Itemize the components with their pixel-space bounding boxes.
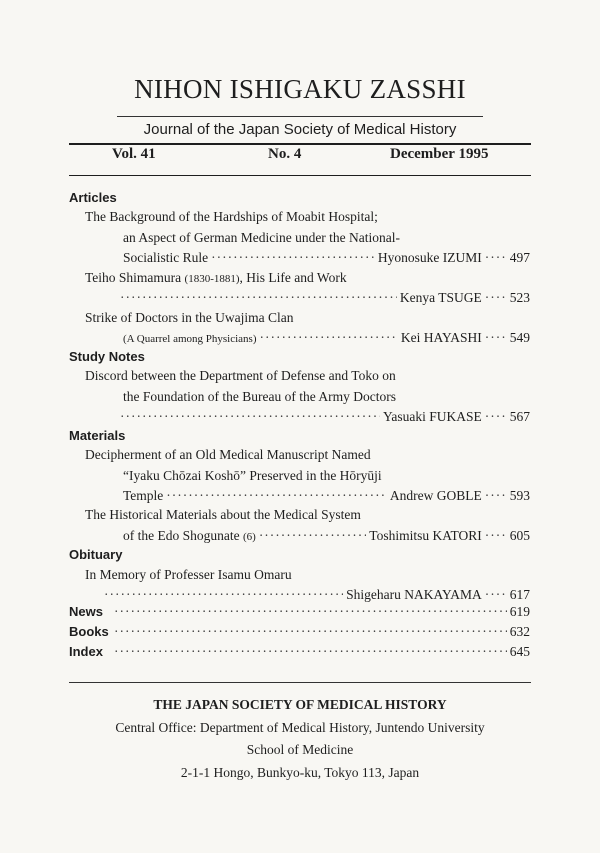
dot-leader <box>114 644 507 660</box>
section-study-notes: Study Notes <box>69 349 145 364</box>
toc-entry[interactable] <box>123 250 530 266</box>
dot-leader <box>259 528 366 544</box>
entry-title: The Background of the Hardships of Moabit Hospital; <box>85 209 378 224</box>
toc-entry-news[interactable] <box>69 604 530 620</box>
entry-author: Toshimitsu KATORI <box>369 528 482 543</box>
entry-page: 593 <box>509 488 530 503</box>
entry-page: 605 <box>509 528 530 543</box>
dot-leader <box>120 409 380 425</box>
entry-title: Decipherment of an Old Medical Manuscript Named <box>85 447 371 462</box>
address-line: Central Office: Department of Medical History, Juntendo University <box>115 720 485 735</box>
toc-entry[interactable] <box>104 587 530 603</box>
entry-title: “Iyaku Chōzai Koshō” Preserved in the Hōryūji <box>123 468 382 483</box>
dot-leader <box>166 488 387 504</box>
entry-title: (A Quarrel among Physicians) <box>123 333 257 345</box>
section-articles: Articles <box>69 190 117 205</box>
entry-title: of the Edo Shogunate <box>123 528 240 543</box>
entry-title-years: (1830-1881) <box>184 273 240 285</box>
dot-leader <box>485 528 507 544</box>
section-index: Index <box>69 644 103 659</box>
section-materials: Materials <box>69 428 126 443</box>
toc-entry-line <box>123 468 382 484</box>
entry-author: Hyonosuke IZUMI <box>377 250 482 265</box>
toc-entry-line <box>123 230 400 246</box>
entry-title: Temple <box>123 488 164 503</box>
issue-bottom-rule <box>69 175 531 176</box>
section-obituary: Obituary <box>69 547 123 562</box>
footer-rule <box>69 682 531 683</box>
toc-entry-line <box>123 389 396 405</box>
dot-leader <box>485 488 507 504</box>
issue-date: December 1995 <box>390 146 489 162</box>
toc-entry-line <box>85 310 293 326</box>
toc-entry-line <box>85 368 396 384</box>
entry-author: Kei HAYASHI <box>400 330 482 345</box>
entry-title: Strike of Doctors in the Uwajima Clan <box>85 310 294 325</box>
dot-leader <box>104 587 343 603</box>
entry-page: 645 <box>509 644 530 659</box>
entry-page: 619 <box>509 604 530 619</box>
toc-entry-index[interactable] <box>69 644 530 660</box>
entry-author: Andrew GOBLE <box>389 488 482 503</box>
entry-author: Yasuaki FUKASE <box>382 409 482 424</box>
volume-label: Vol. 41 <box>112 146 156 162</box>
toc-entry[interactable] <box>123 488 530 504</box>
entry-page: 549 <box>509 330 530 345</box>
toc-entry[interactable] <box>123 330 530 346</box>
society-name: THE JAPAN SOCIETY OF MEDICAL HISTORY <box>153 697 447 712</box>
entry-title-part: (6) <box>242 531 256 543</box>
title-rule <box>117 116 483 117</box>
entry-page: 567 <box>509 409 530 424</box>
journal-title: NIHON ISHIGAKU ZASSHI <box>134 74 466 104</box>
toc-entry-books[interactable] <box>69 624 530 640</box>
toc-entry-line <box>85 270 347 286</box>
address-line: School of Medicine <box>246 742 354 757</box>
dot-leader <box>211 250 375 266</box>
dot-leader <box>120 290 397 306</box>
dot-leader <box>260 330 398 346</box>
toc-entry-line <box>85 567 292 583</box>
journal-subtitle: Journal of the Japan Society of Medical History <box>143 121 457 138</box>
entry-page: 497 <box>509 250 530 265</box>
entry-author: Kenya TSUGE <box>399 290 482 305</box>
dot-leader <box>485 409 507 425</box>
toc-entry-line <box>85 507 361 523</box>
section-books: Books <box>69 624 109 639</box>
entry-title: , His Life and Work <box>239 270 347 285</box>
dot-leader <box>114 604 507 620</box>
toc-entry[interactable] <box>123 528 530 544</box>
entry-page: 523 <box>509 290 530 305</box>
entry-title: Discord between the Department of Defense and Toko on <box>85 368 396 383</box>
address-line: 2-1-1 Hongo, Bunkyo-ku, Tokyo 113, Japan <box>180 765 420 780</box>
entry-title: Socialistic Rule <box>123 250 209 265</box>
issue-number: No. 4 <box>268 146 302 162</box>
entry-title: The Historical Materials about the Medical System <box>85 507 361 522</box>
entry-author: Shigeharu NAKAYAMA <box>346 587 482 602</box>
entry-title: Teiho Shimamura <box>85 270 182 285</box>
toc-entry[interactable] <box>120 409 530 425</box>
dot-leader <box>485 330 507 346</box>
section-news: News <box>69 604 103 619</box>
dot-leader <box>485 587 507 603</box>
toc-entry-line <box>85 447 371 463</box>
issue-top-rule <box>69 143 531 145</box>
entry-title: In Memory of Professer Isamu Omaru <box>85 567 292 582</box>
entry-page: 632 <box>509 624 530 639</box>
dot-leader <box>485 290 507 306</box>
entry-page: 617 <box>509 587 530 602</box>
dot-leader <box>114 624 507 640</box>
entry-title: an Aspect of German Medicine under the National- <box>123 230 401 245</box>
entry-title: the Foundation of the Bureau of the Army Doctors <box>123 389 396 404</box>
toc-entry-line <box>85 209 378 225</box>
toc-entry[interactable] <box>120 290 530 306</box>
dot-leader <box>485 250 507 266</box>
